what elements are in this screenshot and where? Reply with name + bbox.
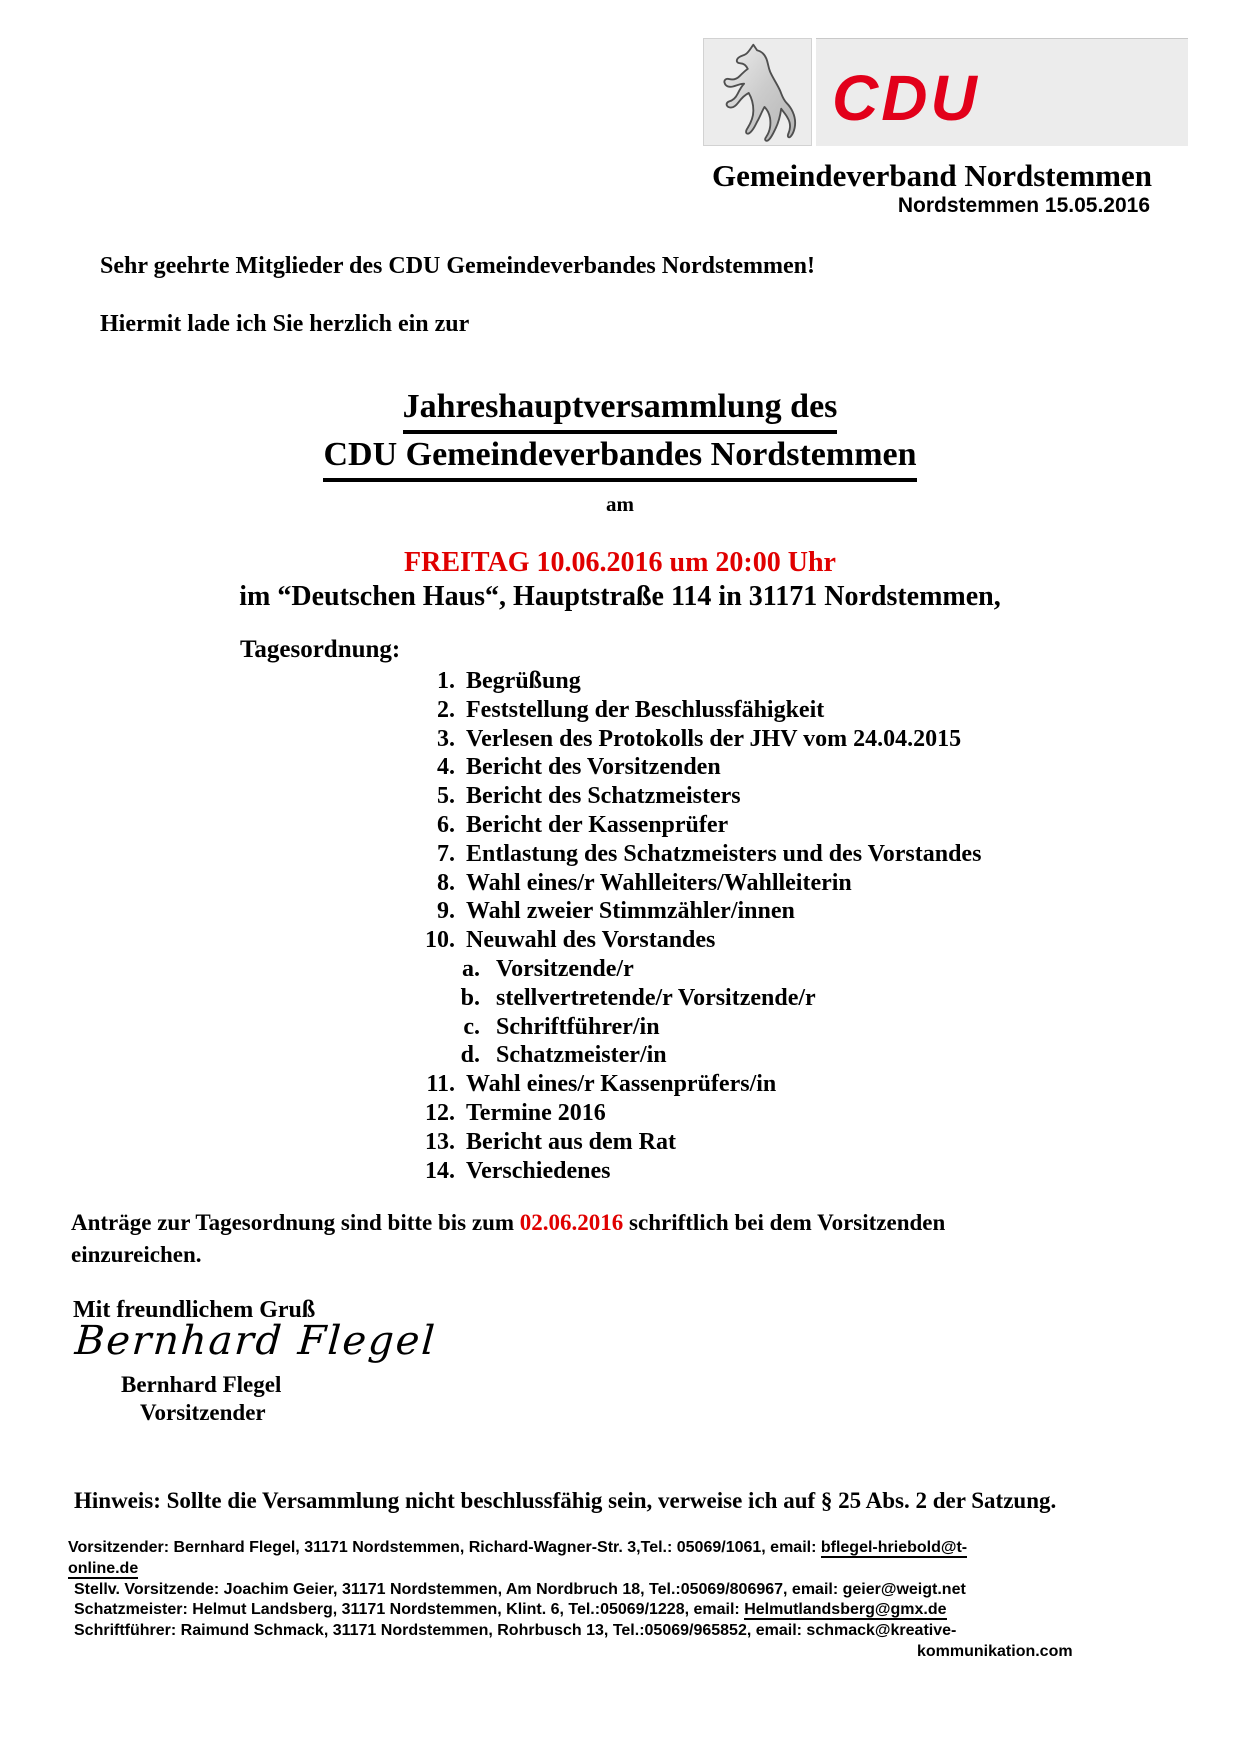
agenda-item-text: Begrüßung	[466, 668, 581, 694]
agenda-item-number: 1.	[437, 668, 455, 694]
agenda-item-number: 9.	[437, 898, 455, 925]
agenda-item	[400, 696, 981, 725]
event-location: im “Deutschen Haus“, Hauptstraße 114 in 31171 Nordstemmen,	[239, 581, 1001, 612]
agenda-item-text: Termine 2016	[466, 1099, 606, 1126]
treasurer-email-link[interactable]: Helmutlandsberg@gmx.de	[744, 1601, 947, 1619]
footer-treasurer-line: Schatzmeister: Helmut Landsberg, 31171 Nordstemmen, Klint. 6, Tel.:05069/1228, email: Helmutlandsberg@gmx.de	[74, 1601, 947, 1619]
intro-line: Hiermit lade ich Sie herzlich ein zur	[100, 311, 470, 337]
agenda-item-number: b.	[460, 984, 480, 1011]
agenda-item	[400, 1013, 981, 1042]
motions-paragraph: Anträge zur Tagesordnung sind bitte bis zum 02.06.2016 schriftlich bei dem Vorsitzenden einzureichen.	[71, 1210, 946, 1267]
agenda-item-text: Schatzmeister/in	[496, 1042, 667, 1069]
agenda-heading: Tagesordnung:	[240, 636, 401, 663]
closing-greeting: Mit freundlichem Gruß	[73, 1297, 316, 1323]
footer-secretary-line-wrap: kommunikation.com	[917, 1642, 1073, 1660]
am-word: am	[606, 492, 634, 516]
place-date-line: Nordstemmen 15.05.2016	[897, 194, 1150, 217]
agenda-item-text: Feststellung der Beschlussfähigkeit	[466, 696, 825, 723]
saxon-horse-icon	[706, 41, 810, 145]
agenda-item-number: 4.	[437, 754, 455, 781]
agenda-item-number: 2.	[437, 696, 455, 723]
agenda-item-text: Neuwahl des Vorstandes	[466, 927, 716, 954]
agenda-item-text: Bericht der Kassenprüfer	[466, 811, 729, 838]
signer-name: Bernhard Flegel	[121, 1372, 282, 1397]
agenda-item-text: Entlastung des Schatzmeisters und des Vorstandes	[466, 840, 982, 867]
agenda-item-number: 11.	[426, 1071, 455, 1098]
agenda-item-number: 8.	[437, 869, 455, 896]
agenda-item	[400, 840, 981, 869]
agenda-item	[400, 1070, 981, 1099]
agenda-item-number: 7.	[437, 840, 455, 867]
agenda-item	[400, 955, 981, 984]
meeting-title-line1: Jahreshauptversammlung des	[0, 386, 1240, 434]
footer-deputy-line: Stellv. Vorsitzende: Joachim Geier, 31171 Nordstemmen, Am Nordbruch 18, Tel.:05069/806967, email: geier@weigt.net	[74, 1580, 966, 1598]
agenda-item-text: Schriftführer/in	[496, 1013, 660, 1040]
signer-role: Vorsitzender	[140, 1400, 266, 1425]
agenda-item-text: Bericht aus dem Rat	[466, 1128, 676, 1155]
agenda-item-text: Vorsitzende/r	[496, 955, 634, 982]
agenda-item	[400, 753, 981, 782]
handwritten-signature: Bernhard Flegel	[73, 1318, 438, 1364]
agenda-item-text: Wahl zweier Stimmzähler/innen	[466, 898, 795, 925]
footer-secretary-line: Schriftführer: Raimund Schmack, 31171 Nordstemmen, Rohrbusch 13, Tel.:05069/965852, email: schmack@kreative-	[74, 1622, 957, 1640]
agenda-item	[400, 782, 981, 811]
agenda-item	[400, 984, 981, 1013]
agenda-item	[400, 1041, 981, 1070]
logo-cdu-box	[816, 38, 1188, 146]
agenda-item	[400, 926, 981, 955]
agenda-item-number: 13.	[425, 1128, 455, 1155]
meeting-title-line2: CDU Gemeindeverbandes Nordstemmen	[0, 434, 1240, 482]
agenda-item	[400, 725, 981, 754]
chairman-email-link-part2[interactable]: online.de	[68, 1559, 139, 1577]
agenda-item-text: Bericht des Schatzmeisters	[466, 783, 741, 810]
agenda-item-number: 10.	[425, 927, 455, 954]
agenda-item	[400, 869, 981, 898]
agenda-item-text: Verlesen des Protokolls der JHV vom 24.04.2015	[466, 725, 962, 752]
footer-chairman-line: Vorsitzender: Bernhard Flegel, 31171 Nordstemmen, Richard-Wagner-Str. 3,Tel.: 05069/1061, email: bflegel-hriebold@t-	[68, 1539, 968, 1556]
event-datetime: FREITAG 10.06.2016 um 20:00 Uhr	[404, 547, 836, 578]
agenda-item-number: d.	[460, 1042, 480, 1069]
footer-chairman-line-wrap	[68, 1559, 1168, 1580]
agenda-item-number: c.	[463, 1013, 480, 1040]
agenda-item-number: 14.	[425, 1157, 455, 1184]
agenda-item	[400, 667, 981, 696]
org-title: Gemeindeverband Nordstemmen	[712, 158, 1152, 193]
agenda-item	[400, 811, 981, 840]
agenda-item-text: stellvertretende/r Vorsitzende/r	[496, 984, 816, 1011]
agenda-item-number: 12.	[425, 1099, 455, 1126]
agenda-item-number: 3.	[437, 725, 455, 752]
motions-deadline-date: 02.06.2016	[519, 1210, 624, 1235]
agenda-list	[400, 667, 981, 1185]
salutation: Sehr geehrte Mitglieder des CDU Gemeindeverbandes Nordstemmen!	[100, 253, 815, 279]
agenda-item-number: 6.	[437, 811, 455, 838]
cdu-logo-text: CDU	[832, 62, 980, 134]
agenda-item-text: Wahl eines/r Wahlleiters/Wahlleiterin	[466, 869, 852, 896]
logo-horse-box	[703, 38, 812, 146]
quorum-note: Hinweis: Sollte die Versammlung nicht beschlussfähig sein, verweise ich auf § 25 Abs. 2 der Satzung.	[74, 1488, 1057, 1513]
agenda-item	[400, 1157, 981, 1186]
chairman-email-link[interactable]: bflegel-hriebold@t-	[820, 1539, 968, 1556]
contact-footer	[68, 1538, 1168, 1663]
agenda-item-text: Wahl eines/r Kassenprüfers/in	[466, 1071, 777, 1098]
meeting-title	[0, 386, 1240, 482]
agenda-item-text: Bericht des Vorsitzenden	[466, 754, 721, 781]
agenda-item	[400, 897, 981, 926]
agenda-item-text: Verschiedenes	[466, 1157, 611, 1184]
agenda-item-number: 5.	[437, 783, 455, 810]
agenda-item	[400, 1128, 981, 1157]
agenda-item	[400, 1099, 981, 1128]
agenda-item-number: a.	[462, 955, 480, 982]
